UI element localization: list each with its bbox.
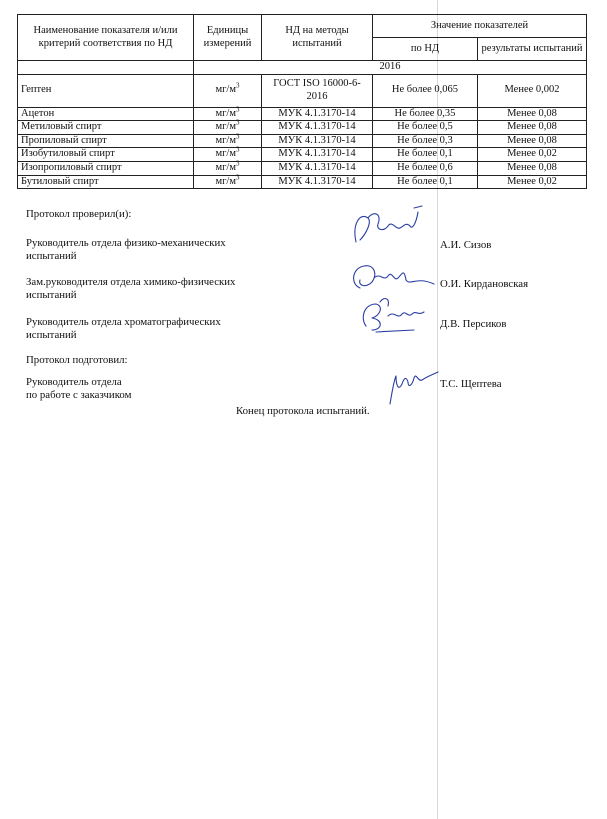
- cell-nd: Не более 0,5: [373, 121, 478, 135]
- cell-method: МУК 4.1.3170-14: [262, 134, 373, 148]
- unit-superscript: 3: [236, 173, 240, 182]
- signer-name-1: А.И. Сизов: [440, 239, 492, 251]
- cell-result: Менее 0,08: [478, 121, 587, 135]
- unit-superscript: 3: [236, 105, 240, 114]
- table-row: [18, 134, 587, 148]
- cell-method: МУК 4.1.3170-14: [262, 148, 373, 162]
- header-by-nd: по НД: [373, 38, 478, 61]
- cell-method: МУК 4.1.3170-14: [262, 175, 373, 189]
- prepared-name: Т.С. Щептева: [440, 378, 502, 390]
- unit-superscript: 3: [236, 118, 240, 127]
- cell-name: Пропиловый спирт: [18, 134, 194, 148]
- cell-unit: [194, 118, 262, 135]
- table-row: [18, 161, 587, 175]
- year-cell: 2016: [194, 61, 587, 75]
- signature-4: [382, 362, 440, 410]
- signer-role-1: Руководитель отдела физико-механических испытаний: [26, 237, 226, 262]
- cell-method: ГОСТ ISO 16000-6-2016: [262, 74, 373, 107]
- cell-result: Менее 0,02: [478, 148, 587, 162]
- unit-text: мг/м: [215, 175, 236, 187]
- prepared-role-line2: по работе с заказчиком: [26, 389, 132, 401]
- cell-nd: Не более 0,065: [373, 74, 478, 107]
- cell-unit: [194, 161, 262, 175]
- cell-name: Ацетон: [18, 107, 194, 121]
- cell-nd: Не более 0,35: [373, 107, 478, 121]
- signer-name-3: Д.В. Персиков: [440, 318, 507, 330]
- prepared-role-line1: Руководитель отдела: [26, 376, 122, 388]
- cell-nd: Не более 0,6: [373, 161, 478, 175]
- cell-result: Менее 0,08: [478, 161, 587, 175]
- end-text: Конец протокола испытаний.: [236, 405, 370, 417]
- header-values: Значение показателей: [373, 15, 587, 38]
- unit-superscript: 3: [236, 81, 240, 90]
- cell-method: МУК 4.1.3170-14: [262, 121, 373, 135]
- cell-unit: [194, 107, 262, 121]
- table-row: [18, 148, 587, 162]
- checked-label: Протокол проверил(и):: [26, 208, 132, 220]
- cell-unit: [194, 74, 262, 107]
- signer-role-2: Зам.руководителя отдела химико-физических испытаний: [26, 276, 236, 301]
- cell-result: Менее 0,02: [478, 175, 587, 189]
- cell-result: Менее 0,08: [478, 134, 587, 148]
- unit-superscript: 3: [236, 159, 240, 168]
- cell-result: Менее 0,08: [478, 107, 587, 121]
- signer-name-2: О.И. Кирдановская: [440, 278, 529, 290]
- signature-1: [348, 204, 428, 254]
- signer-role-3: Руководитель отдела хроматографических испытаний: [26, 316, 221, 341]
- cell-unit: [194, 134, 262, 148]
- table-row: [18, 121, 587, 135]
- cell-nd: Не более 0,1: [373, 148, 478, 162]
- header-units: Единицы измерений: [194, 15, 262, 61]
- cell-name: Изобутиловый спирт: [18, 148, 194, 162]
- year-blank: [18, 61, 194, 75]
- cell-nd: Не более 0,1: [373, 175, 478, 189]
- cell-name: Гептен: [18, 74, 194, 107]
- cell-unit: [194, 175, 262, 189]
- signature-3: [354, 292, 434, 338]
- unit-text: мг/м: [215, 84, 236, 96]
- unit-text: мг/м: [215, 121, 236, 133]
- cell-method: МУК 4.1.3170-14: [262, 161, 373, 175]
- unit-superscript: 3: [236, 132, 240, 141]
- cell-name: Бутиловый спирт: [18, 175, 194, 189]
- unit-text: мг/м: [215, 161, 236, 173]
- table-row: [18, 175, 587, 189]
- unit-text: мг/м: [215, 107, 236, 119]
- cell-nd: Не более 0,3: [373, 134, 478, 148]
- unit-text: мг/м: [215, 134, 236, 146]
- cell-unit: [194, 145, 262, 162]
- cell-method: МУК 4.1.3170-14: [262, 107, 373, 121]
- results-table: [17, 14, 587, 189]
- unit-superscript: 3: [236, 145, 240, 154]
- table-row: [18, 74, 587, 107]
- unit-text: мг/м: [215, 148, 236, 160]
- table-row: [18, 107, 587, 121]
- cell-name: Изопропиловый спирт: [18, 161, 194, 175]
- header-method: НД на методы испытаний: [262, 15, 373, 61]
- header-indicator: Наименование показателя и/или критерий соответствия по НД: [18, 15, 194, 61]
- cell-name: Метиловый спирт: [18, 121, 194, 135]
- cell-result: Менее 0,002: [478, 74, 587, 107]
- header-results: результаты испытаний: [478, 38, 587, 61]
- prepared-label: Протокол подготовил:: [26, 354, 128, 366]
